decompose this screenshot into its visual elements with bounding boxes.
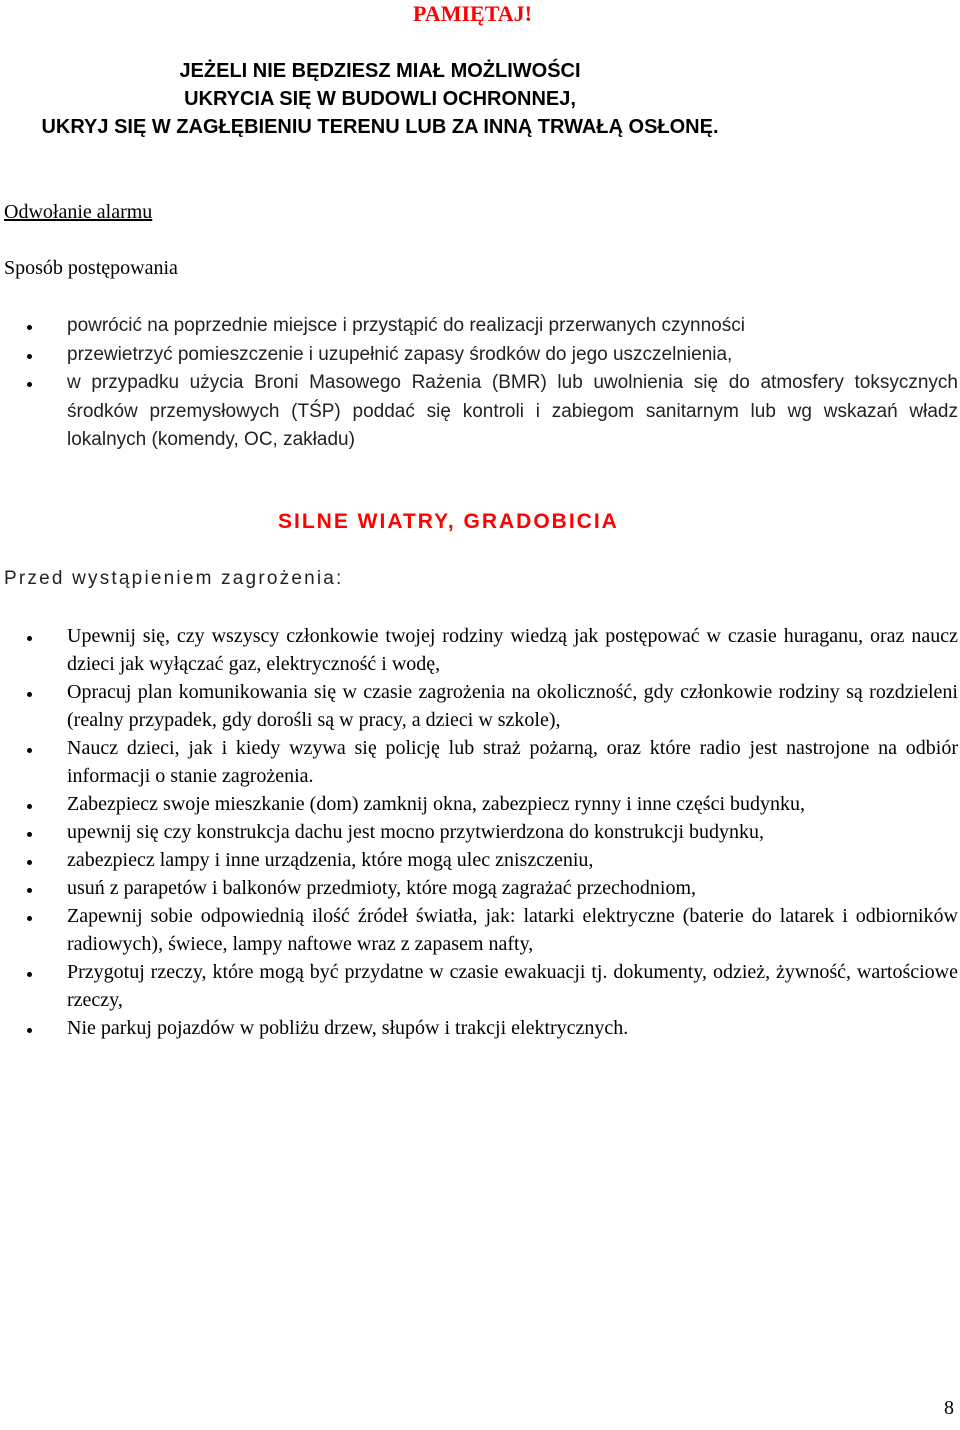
list-item-text: upewnij się czy konstrukcja dachu jest mocno przytwierdzona do konstrukcji budynku, [67, 821, 765, 843]
bullet-icon [27, 636, 32, 641]
list-item [0, 734, 958, 790]
section-heading-cancel-alarm: Odwołanie alarmu [4, 201, 153, 223]
list-item-text: Zabezpiecz swoje mieszkanie (dom) zamknij okna, zabezpiecz rynny i inne części budynku, [67, 793, 806, 815]
list-item [0, 312, 958, 341]
cancel-alarm-list [0, 312, 958, 455]
section-title-strong-winds: SILNE WIATRY, GRADOBICIA [278, 510, 619, 533]
list-item [0, 1014, 958, 1042]
bullet-icon [27, 804, 32, 809]
list-item [0, 790, 958, 818]
list-item [0, 846, 958, 874]
list-item-text: w przypadku użycia Broni Masowego Rażenia (BMR) lub uwolnienia się do atmosfery toksycznych środków przemysłowych (TŚP) poddać się kontroli i zabiegom sanitarnym lub wg wskazań władz lokalnych (komendy, OC, zakładu) [67, 372, 958, 450]
list-item-text: Przygotuj rzeczy, które mogą być przydatne w czasie ewakuacji tj. dokumenty, odzież, żywność, wartościowe rzeczy, [67, 961, 958, 1011]
bullet-icon [27, 1028, 32, 1033]
list-item-text: powrócić na poprzednie miejsce i przystąpić do realizacji przerwanych czynności [67, 315, 745, 336]
bullet-icon [27, 748, 32, 753]
bullet-icon [27, 692, 32, 697]
page-title: PAMIĘTAJ! [413, 1, 532, 26]
bullet-icon [27, 832, 32, 837]
section-subheading-procedure: Sposób postępowania [4, 257, 178, 279]
bullet-icon [27, 860, 32, 865]
warning-block [0, 57, 760, 141]
list-item [0, 818, 958, 846]
list-item [0, 874, 958, 902]
bullet-icon [27, 354, 32, 359]
list-item-text: Upewnij się, czy wszyscy członkowie twojej rodziny wiedzą jak postępować w czasie huraganu, oraz naucz dzieci jak wyłączać gaz, elektryczność i wodę, [67, 625, 958, 675]
list-item-text: zabezpiecz lampy i inne urządzenia, które mogą ulec zniszczeniu, [67, 849, 594, 871]
list-item [0, 958, 958, 1014]
page-number: 8 [944, 1397, 954, 1419]
list-item [0, 341, 958, 370]
list-item-text: Naucz dzieci, jak i kiedy wzywa się policję lub straż pożarną, oraz które radio jest nastrojone na odbiór informacji o stanie zagrożenia. [67, 737, 958, 787]
list-item-text: Zapewnij sobie odpowiednią ilość źródeł światła, jak: latarki elektryczne (baterie do latarek i odbiorników radiowych), świece, lampy naftowe wraz z zapasem nafty, [67, 905, 958, 955]
bullet-icon [27, 325, 32, 330]
warning-line: UKRYCIA SIĘ W BUDOWLI OCHRONNEJ, [184, 88, 576, 110]
section-subheading-before-threat: Przed wystąpieniem zagrożenia: [4, 568, 344, 589]
list-item [0, 369, 958, 455]
strong-winds-list [0, 622, 958, 1042]
warning-line: JEŻELI NIE BĘDZIESZ MIAŁ MOŻLIWOŚCI [179, 60, 581, 82]
bullet-icon [27, 916, 32, 921]
warning-line: UKRYJ SIĘ W ZAGŁĘBIENIU TERENU LUB ZA INNĄ TRWAŁĄ OSŁONĘ. [41, 116, 719, 138]
list-item [0, 902, 958, 958]
list-item-text: Nie parkuj pojazdów w pobliżu drzew, słupów i trakcji elektrycznych. [67, 1017, 629, 1039]
list-item [0, 678, 958, 734]
list-item-text: usuń z parapetów i balkonów przedmioty, które mogą zagrażać przechodniom, [67, 877, 697, 899]
list-item [0, 622, 958, 678]
bullet-icon [27, 972, 32, 977]
bullet-icon [27, 888, 32, 893]
list-item-text: Opracuj plan komunikowania się w czasie zagrożenia na okoliczność, gdy członkowie rodziny są rozdzieleni (realny przypadek, gdy dorośli są w pracy, a dzieci w szkole), [67, 681, 958, 731]
list-item-text: przewietrzyć pomieszczenie i uzupełnić zapasy środków do jego uszczelnienia, [67, 343, 733, 365]
bullet-icon [27, 382, 32, 387]
